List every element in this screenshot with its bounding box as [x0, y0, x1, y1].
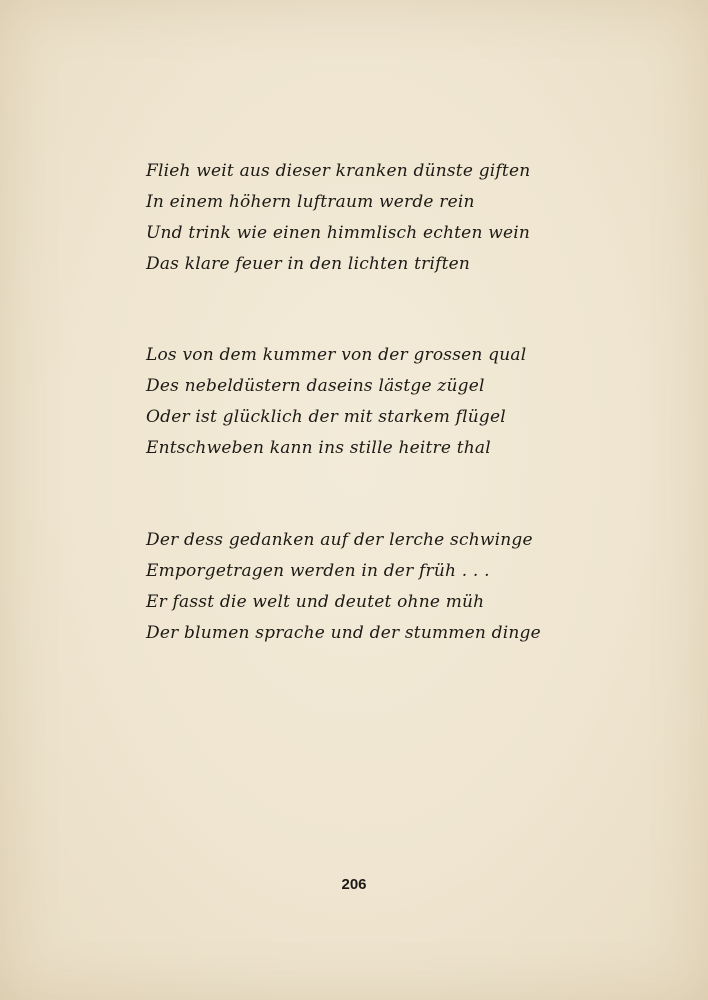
poem-line: Los von dem kummer von der grossen qual — [146, 345, 527, 365]
poem-line: Des nebeldüstern daseins lästge zügel — [146, 376, 485, 396]
page-number: 206 — [341, 876, 367, 893]
stanza-3 — [146, 525, 586, 649]
poem-line: Flieh weit aus dieser kranken dünste giften — [146, 161, 531, 181]
poem-line: Er fasst die welt und deutet ohne müh — [146, 592, 485, 612]
poem-line: Und trink wie einen himmlisch echten wein — [146, 223, 530, 243]
poem-line: Das klare feuer in den lichten triften — [146, 254, 471, 274]
poem-line: Der dess gedanken auf der lerche schwinge — [146, 530, 533, 550]
poem-line: Der blumen sprache und der stummen dinge — [146, 623, 541, 643]
poem-line: Emporgetragen werden in der früh . . . — [146, 561, 490, 581]
stanza-2 — [146, 340, 586, 464]
poem-line: In einem höhern luftraum werde rein — [146, 192, 475, 212]
poem-line: Entschweben kann ins stille heitre thal — [146, 438, 491, 458]
stanza-1 — [146, 156, 586, 280]
poem-line: Oder ist glücklich der mit starkem flügel — [146, 407, 506, 427]
